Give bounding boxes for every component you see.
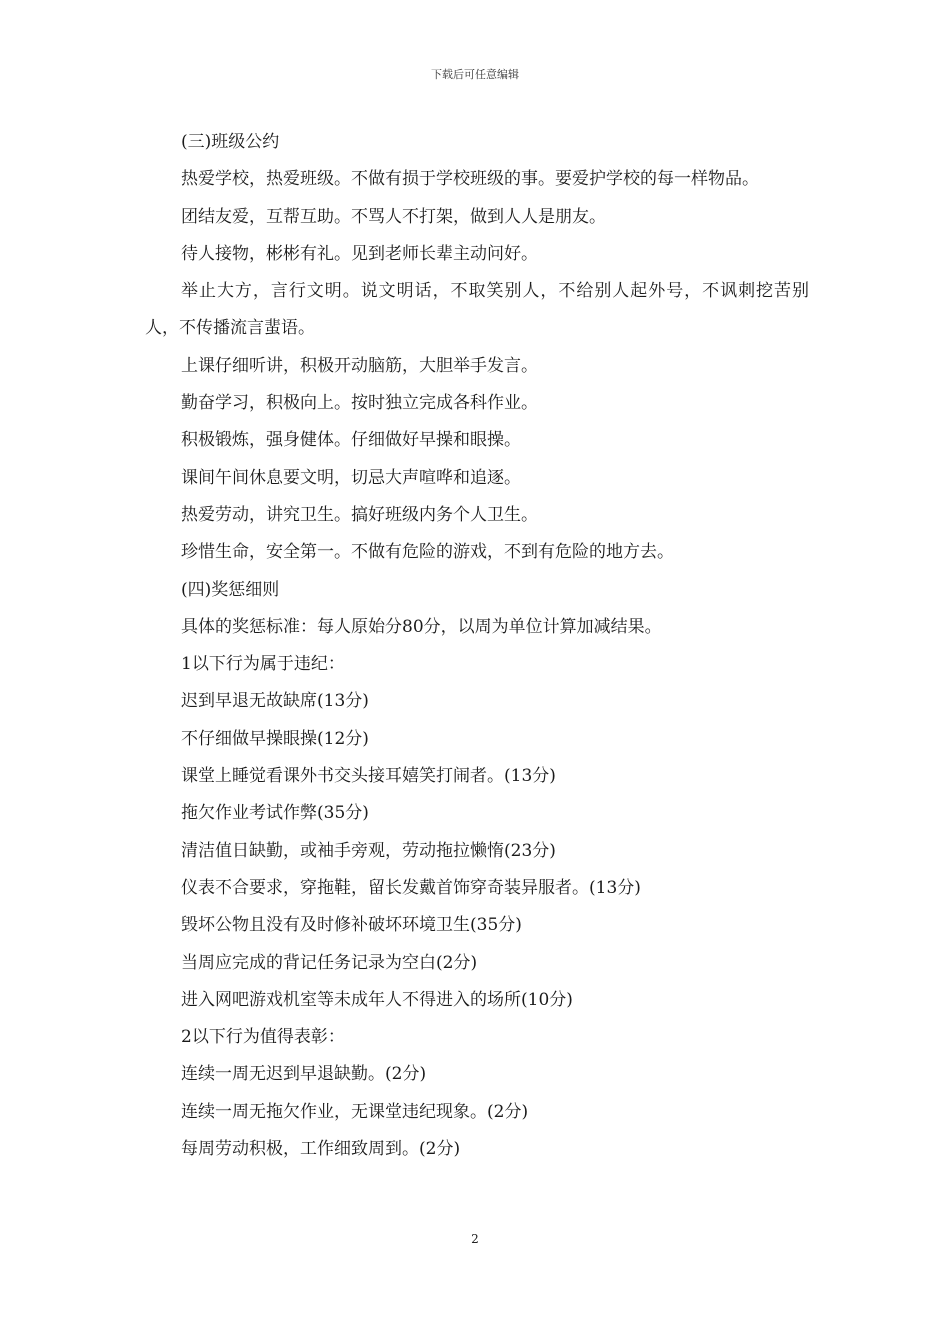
list-heading-violations: 1以下行为属于违纪： bbox=[181, 654, 345, 675]
paragraph: 勤奋学习，积极向上。按时独立完成各科作业。 bbox=[181, 393, 538, 414]
paragraph: 热爱学校，热爱班级。不做有损于学校班级的事。要爱护学校的每一样物品。 bbox=[181, 169, 759, 190]
paragraph: 具体的奖惩标准：每人原始分80分，以周为单位计算加减结果。 bbox=[181, 616, 662, 637]
list-item: 拖欠作业考试作弊(35分) bbox=[181, 803, 369, 824]
paragraph: 团结友爱，互帮互助。不骂人不打架，做到人人是朋友。 bbox=[181, 206, 606, 227]
document-body bbox=[145, 124, 809, 1168]
page-number: 2 bbox=[471, 1232, 479, 1246]
paragraph: 积极锻炼，强身健体。仔细做好早操和眼操。 bbox=[181, 430, 521, 451]
paragraph: 珍惜生命，安全第一。不做有危险的游戏，不到有危险的地方去。 bbox=[181, 542, 674, 563]
list-item: 毁坏公物且没有及时修补破坏环境卫生(35分) bbox=[181, 915, 522, 936]
list-heading-commendations: 2以下行为值得表彰： bbox=[181, 1027, 345, 1048]
list-item: 课堂上睡觉看课外书交头接耳嬉笑打闹者。(13分) bbox=[181, 766, 556, 787]
section-heading-class-convention: (三)班级公约 bbox=[181, 132, 280, 152]
paragraph: 课间午间休息要文明，切忌大声喧哗和追逐。 bbox=[181, 467, 521, 488]
paragraph: 上课仔细听讲，积极开动脑筋，大胆举手发言。 bbox=[181, 355, 538, 376]
list-item: 仪表不合要求，穿拖鞋，留长发戴首饰穿奇装异服者。(13分) bbox=[181, 877, 641, 898]
list-item: 清洁值日缺勤，或袖手旁观，劳动拖拉懒惰(23分) bbox=[181, 840, 556, 861]
list-item: 每周劳动积极，工作细致周到。(2分) bbox=[181, 1139, 461, 1160]
list-item: 不仔细做早操眼操(12分) bbox=[181, 728, 369, 749]
section-heading-rewards-penalties: (四)奖惩细则 bbox=[181, 579, 280, 600]
list-item: 连续一周无迟到早退缺勤。(2分) bbox=[181, 1064, 427, 1085]
paragraph: 热爱劳动，讲究卫生。搞好班级内务个人卫生。 bbox=[181, 504, 538, 525]
paragraph: 举止大方，言行文明。说文明话，不取笑别人，不给别人起外号，不讽刺挖苦别人，不传播流言蜚语。 bbox=[145, 281, 809, 339]
list-item: 进入网吧游戏机室等未成年人不得进入的场所(10分) bbox=[181, 989, 573, 1010]
list-item: 连续一周无拖欠作业，无课堂违纪现象。(2分) bbox=[181, 1101, 529, 1122]
list-item: 当周应完成的背记任务记录为空白(2分) bbox=[181, 952, 478, 973]
list-item: 迟到早退无故缺席(13分) bbox=[181, 691, 369, 712]
page-header: 下载后可任意编辑 bbox=[431, 68, 519, 81]
paragraph: 待人接物，彬彬有礼。见到老师长辈主动问好。 bbox=[181, 243, 538, 264]
